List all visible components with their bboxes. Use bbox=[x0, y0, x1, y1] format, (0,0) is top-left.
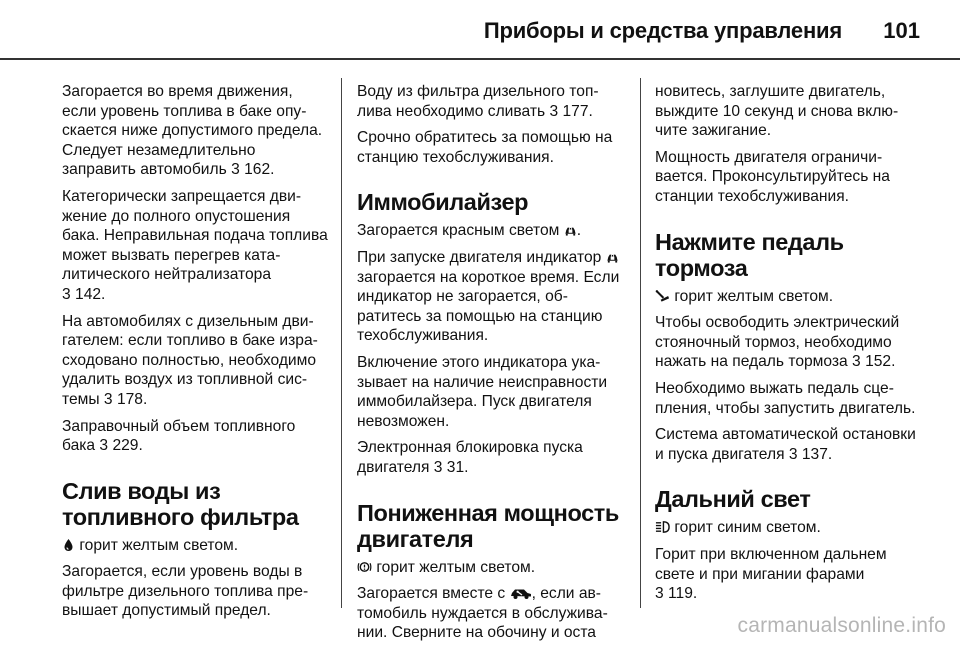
paragraph: Загорается, если уровень воды в фильтре дизельного топлива превышает допустимый предел. bbox=[62, 563, 309, 620]
page-ref[interactable]: 177. bbox=[562, 102, 593, 120]
paragraph: Горит при включенном дальнем свете и при мигании фарами 3 119. bbox=[655, 545, 887, 603]
section-heading-water: Слив воды из топливного фильтра bbox=[62, 477, 299, 530]
page-header bbox=[0, 14, 960, 48]
paragraph: горит желтым светом. bbox=[62, 536, 330, 556]
page-number: 101 bbox=[883, 18, 920, 43]
car-lock-icon bbox=[606, 250, 619, 264]
page-ref[interactable]: 162. bbox=[244, 161, 275, 179]
ref-symbol: 3 bbox=[655, 585, 664, 603]
paragraph: Электронная блокировка пуска двигателя 3 31. bbox=[357, 439, 583, 476]
page-ref[interactable]: 152. bbox=[865, 353, 896, 371]
paragraph: Чтобы освободить электрический стояночный тормоз, необходимо нажать на педаль тормоза 3 152. bbox=[655, 314, 900, 371]
column-3 bbox=[655, 82, 923, 611]
column-1 bbox=[62, 82, 330, 628]
paragraph: Категорически запрещается движение до полного опустошения бака. Неправильная подача топлива может вызвать перегрев каталитического нейтрализатора 3 142. bbox=[62, 187, 328, 303]
high-beam-icon bbox=[655, 520, 670, 534]
paragraph: горит синим светом. bbox=[655, 518, 923, 538]
paragraph: Мощность двигателя ограничивается. Проконсультируйтесь на станции техобслуживания. bbox=[655, 148, 890, 205]
header-rule bbox=[0, 58, 960, 60]
ref-symbol: 3 bbox=[99, 437, 109, 455]
water-drop-icon bbox=[62, 538, 75, 552]
page-ref[interactable]: 119. bbox=[668, 585, 698, 603]
ref-symbol: 3 bbox=[433, 458, 443, 476]
page-ref[interactable]: 142. bbox=[75, 285, 106, 303]
section-heading-brake: Нажмите педаль тормоза bbox=[655, 228, 844, 281]
paragraph: Загорается во время движения, если уровень топлива в баке опускается ниже допустимого предела. Следует незамедлительно заправить автомобиль 3 162. bbox=[62, 83, 323, 179]
car-lock-icon bbox=[564, 223, 577, 237]
ref-symbol: 3 bbox=[788, 445, 798, 463]
paragraph: Необходимо выжать педаль сцепления, чтобы запустить двигатель. bbox=[655, 379, 916, 417]
ref-symbol: 3 bbox=[549, 102, 559, 120]
paragraph: Загорается вместе с , если автомобиль нуждается в обслуживании. Сверните на обочину и оста bbox=[357, 585, 608, 642]
column-divider bbox=[341, 78, 342, 608]
paragraph: На автомобилях с дизельным двигателем: если топливо в баке израсходовано полностью, необходимо удалить воздух из топливной системы 3 178. bbox=[62, 312, 318, 408]
page-ref[interactable]: 229. bbox=[112, 437, 143, 455]
ref-symbol: 3 bbox=[103, 390, 113, 408]
engine-power-icon bbox=[357, 560, 372, 574]
car-wrench-icon bbox=[510, 586, 532, 600]
paragraph: Срочно обратитесь за помощью на станцию техобслуживания. bbox=[357, 129, 613, 166]
watermark: carmanualsonline.info bbox=[737, 614, 946, 637]
section-heading-high-beam: Дальний свет bbox=[655, 486, 811, 513]
ref-symbol: 3 bbox=[62, 285, 71, 303]
ref-symbol: 3 bbox=[852, 353, 861, 371]
paragraph: Заправочный объем топливного бака 3 229. bbox=[62, 417, 296, 455]
paragraph: Загорается красным светом . bbox=[357, 222, 582, 240]
paragraph: горит желтым светом. bbox=[357, 558, 625, 578]
paragraph: При запуске двигателя индикатор загорается на короткое время. Если индикатор не загорается, обратитесь за помощью на станцию техобслуживания. bbox=[357, 248, 620, 345]
page-ref[interactable]: 137. bbox=[801, 445, 833, 463]
paragraph: Система автоматической остановки и пуска двигателя 3 137. bbox=[655, 426, 916, 463]
page-ref[interactable]: 31. bbox=[446, 458, 469, 476]
column-2 bbox=[357, 82, 625, 650]
paragraph: Включение этого индикатора указывает на наличие неисправности иммобилайзера. Пуск двигателя невозможен. bbox=[357, 353, 608, 430]
column-divider bbox=[640, 78, 641, 608]
ref-symbol: 3 bbox=[231, 161, 240, 179]
section-heading-immobilizer: Иммобилайзер bbox=[357, 189, 529, 216]
paragraph: горит желтым светом. bbox=[655, 287, 923, 307]
paragraph: новитесь, заглушите двигатель, выждите 10 секунд и снова включите зажигание. bbox=[655, 83, 899, 140]
brake-pedal-icon bbox=[655, 289, 670, 303]
section-heading-power: Пониженная мощность двигателя bbox=[357, 499, 619, 552]
page-title: Приборы и средства управления bbox=[483, 18, 842, 43]
paragraph: Воду из фильтра дизельного топлива необходимо сливать 3 177. bbox=[357, 83, 599, 120]
page-ref[interactable]: 178. bbox=[116, 390, 148, 408]
